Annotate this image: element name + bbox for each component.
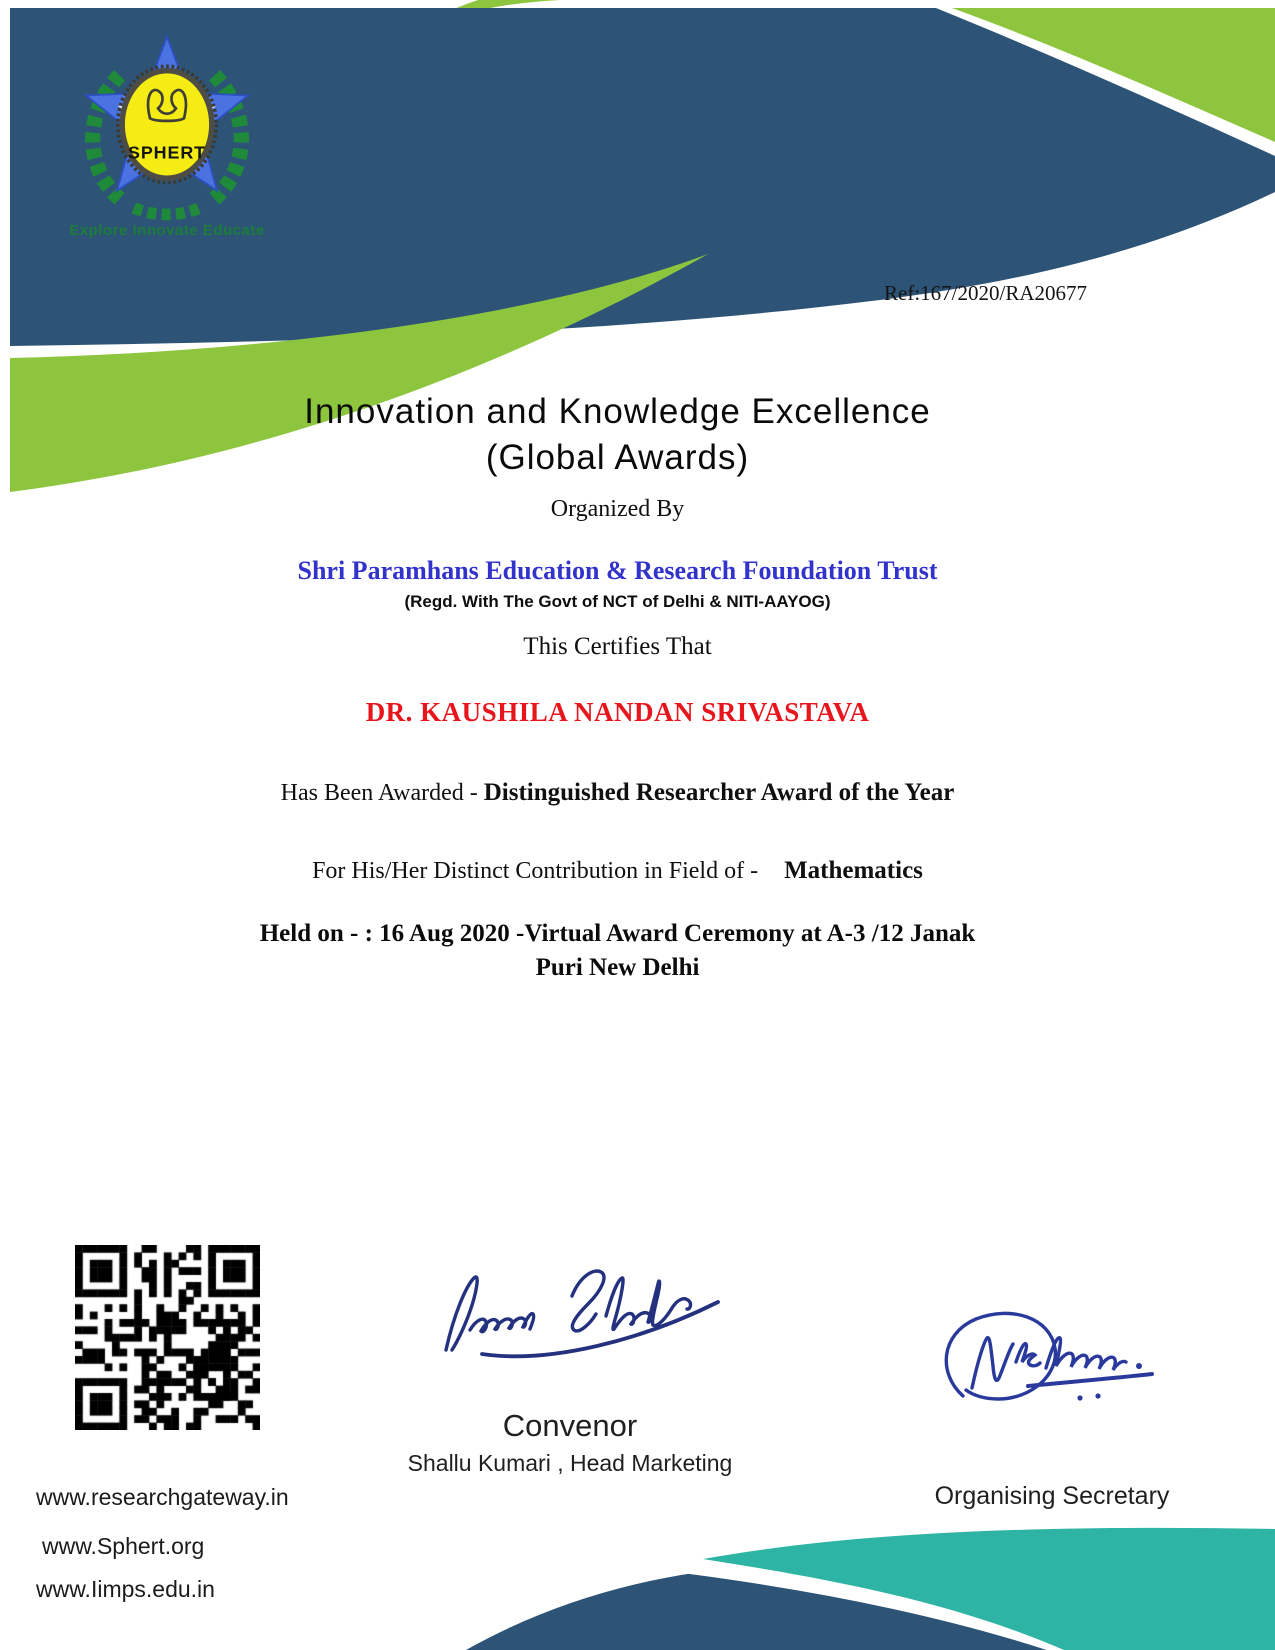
- logo-wordmark: SPHERT: [127, 142, 207, 163]
- organized-by-label: Organized By: [550, 496, 685, 522]
- convenor-name: Shallu Kumari , Head Marketing: [407, 1450, 733, 1476]
- link-sphert: www.Sphert.org: [42, 1533, 205, 1559]
- sphert-logo: [64, 32, 270, 225]
- field-name: Mathematics: [784, 857, 923, 884]
- certificate-title-line2: (Global Awards): [485, 438, 750, 477]
- registration-note: (Regd. With The Govt of NCT of Delhi & NITI-AAYOG): [404, 592, 831, 611]
- organization-name: Shri Paramhans Education & Research Foundation Trust: [297, 556, 938, 585]
- certifies-label: This Certifies That: [523, 633, 712, 660]
- contribution-line: [0, 857, 1235, 885]
- link-iimps: www.Iimps.edu.in: [36, 1576, 215, 1602]
- link-researchgateway: www.researchgateway.in: [36, 1484, 289, 1510]
- certificate-title-line1: Innovation and Knowledge Excellence: [304, 392, 931, 431]
- logo-tagline: Explore Innovate Educate: [69, 222, 265, 239]
- convenor-title: Convenor: [502, 1408, 638, 1443]
- convenor-signature: [430, 1258, 730, 1388]
- recipient-name: DR. KAUSHILA NANDAN SRIVASTAVA: [365, 697, 870, 727]
- contribution-prefix: For His/Her Distinct Contribution in Field of -: [312, 858, 759, 884]
- secretary-title: Organising Secretary: [934, 1482, 1170, 1510]
- award-prefix: Has Been Awarded -: [280, 780, 484, 806]
- qr-code: [75, 1245, 260, 1430]
- held-on-line2: Puri New Delhi: [535, 954, 700, 981]
- secretary-signature: [900, 1300, 1200, 1415]
- award-name: Distinguished Researcher Award of the Year: [483, 779, 955, 806]
- held-on-line1: Held on - : 16 Aug 2020 -Virtual Award Ceremony at A-3 /12 Janak: [259, 920, 976, 947]
- reference-number: Ref:167/2020/RA20677: [884, 281, 1087, 305]
- bottom-decoration: [0, 1450, 1275, 1650]
- award-line: [0, 779, 1235, 807]
